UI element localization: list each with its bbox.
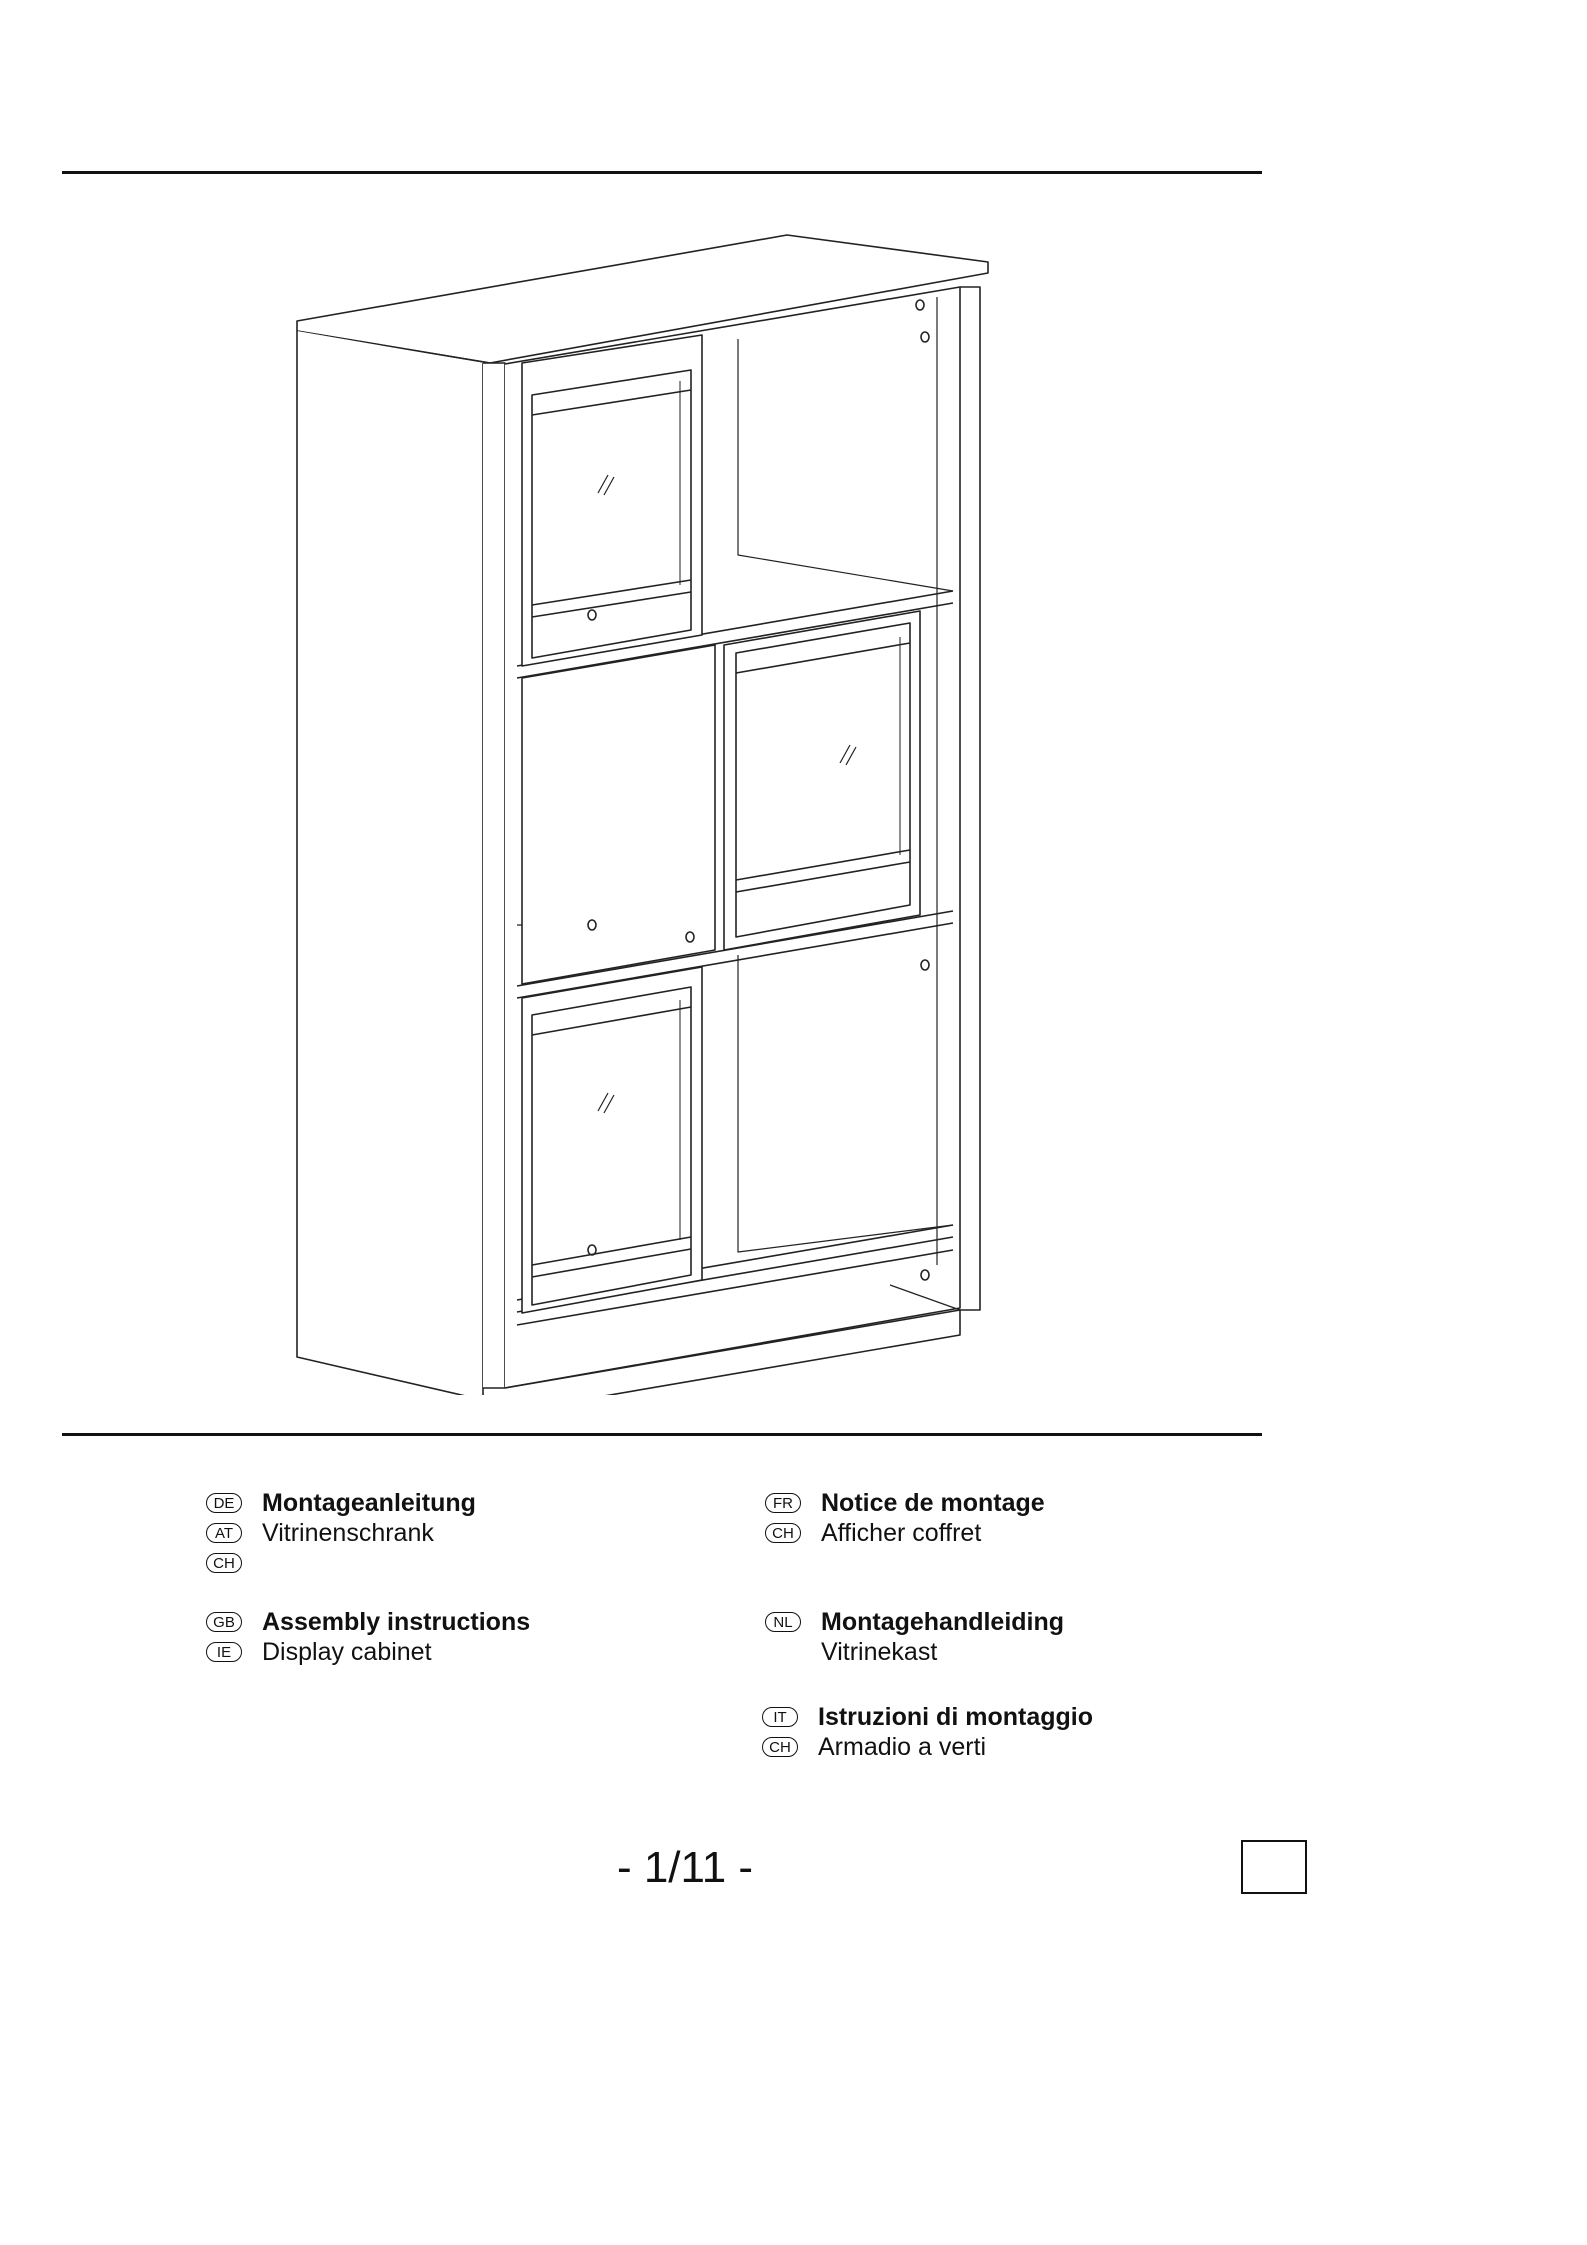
country-badge-ch: CH [206,1553,242,1573]
english-title: Assembly instructions [262,1608,531,1636]
dutch-title: Montagehandleiding [821,1608,1065,1636]
country-badge-ch: CH [762,1737,798,1757]
italian-title: Istruzioni di montaggio [818,1703,1093,1731]
dutch-subtitle: Vitrinekast [821,1638,938,1666]
dutch-instructions [765,1607,1064,1667]
country-badge-gb: GB [206,1612,242,1632]
german-subtitle: Vitrinenschrank [262,1519,434,1547]
country-badge-at: AT [206,1523,242,1543]
page-number: - 1/11 - [616,1843,754,1892]
french-title: Notice de montage [821,1489,1045,1517]
english-subtitle: Display cabinet [262,1638,432,1666]
country-badge-fr: FR [765,1493,801,1513]
german-title: Montageanleitung [262,1489,476,1517]
country-badge-ch: CH [765,1523,801,1543]
display-cabinet-illustration [270,225,1010,1395]
french-instructions [765,1488,1045,1548]
page-box [1241,1840,1307,1894]
bottom-rule [62,1433,1262,1436]
english-instructions [206,1607,530,1667]
country-badge-nl: NL [765,1612,801,1632]
country-badge-de: DE [206,1493,242,1513]
german-instructions [206,1488,476,1578]
top-rule [62,171,1262,174]
italian-instructions [762,1702,1093,1762]
country-badge-ie: IE [206,1642,242,1662]
country-badge-it: IT [762,1707,798,1727]
french-subtitle: Afficher coffret [821,1519,982,1547]
italian-subtitle: Armadio a verti [818,1733,987,1761]
